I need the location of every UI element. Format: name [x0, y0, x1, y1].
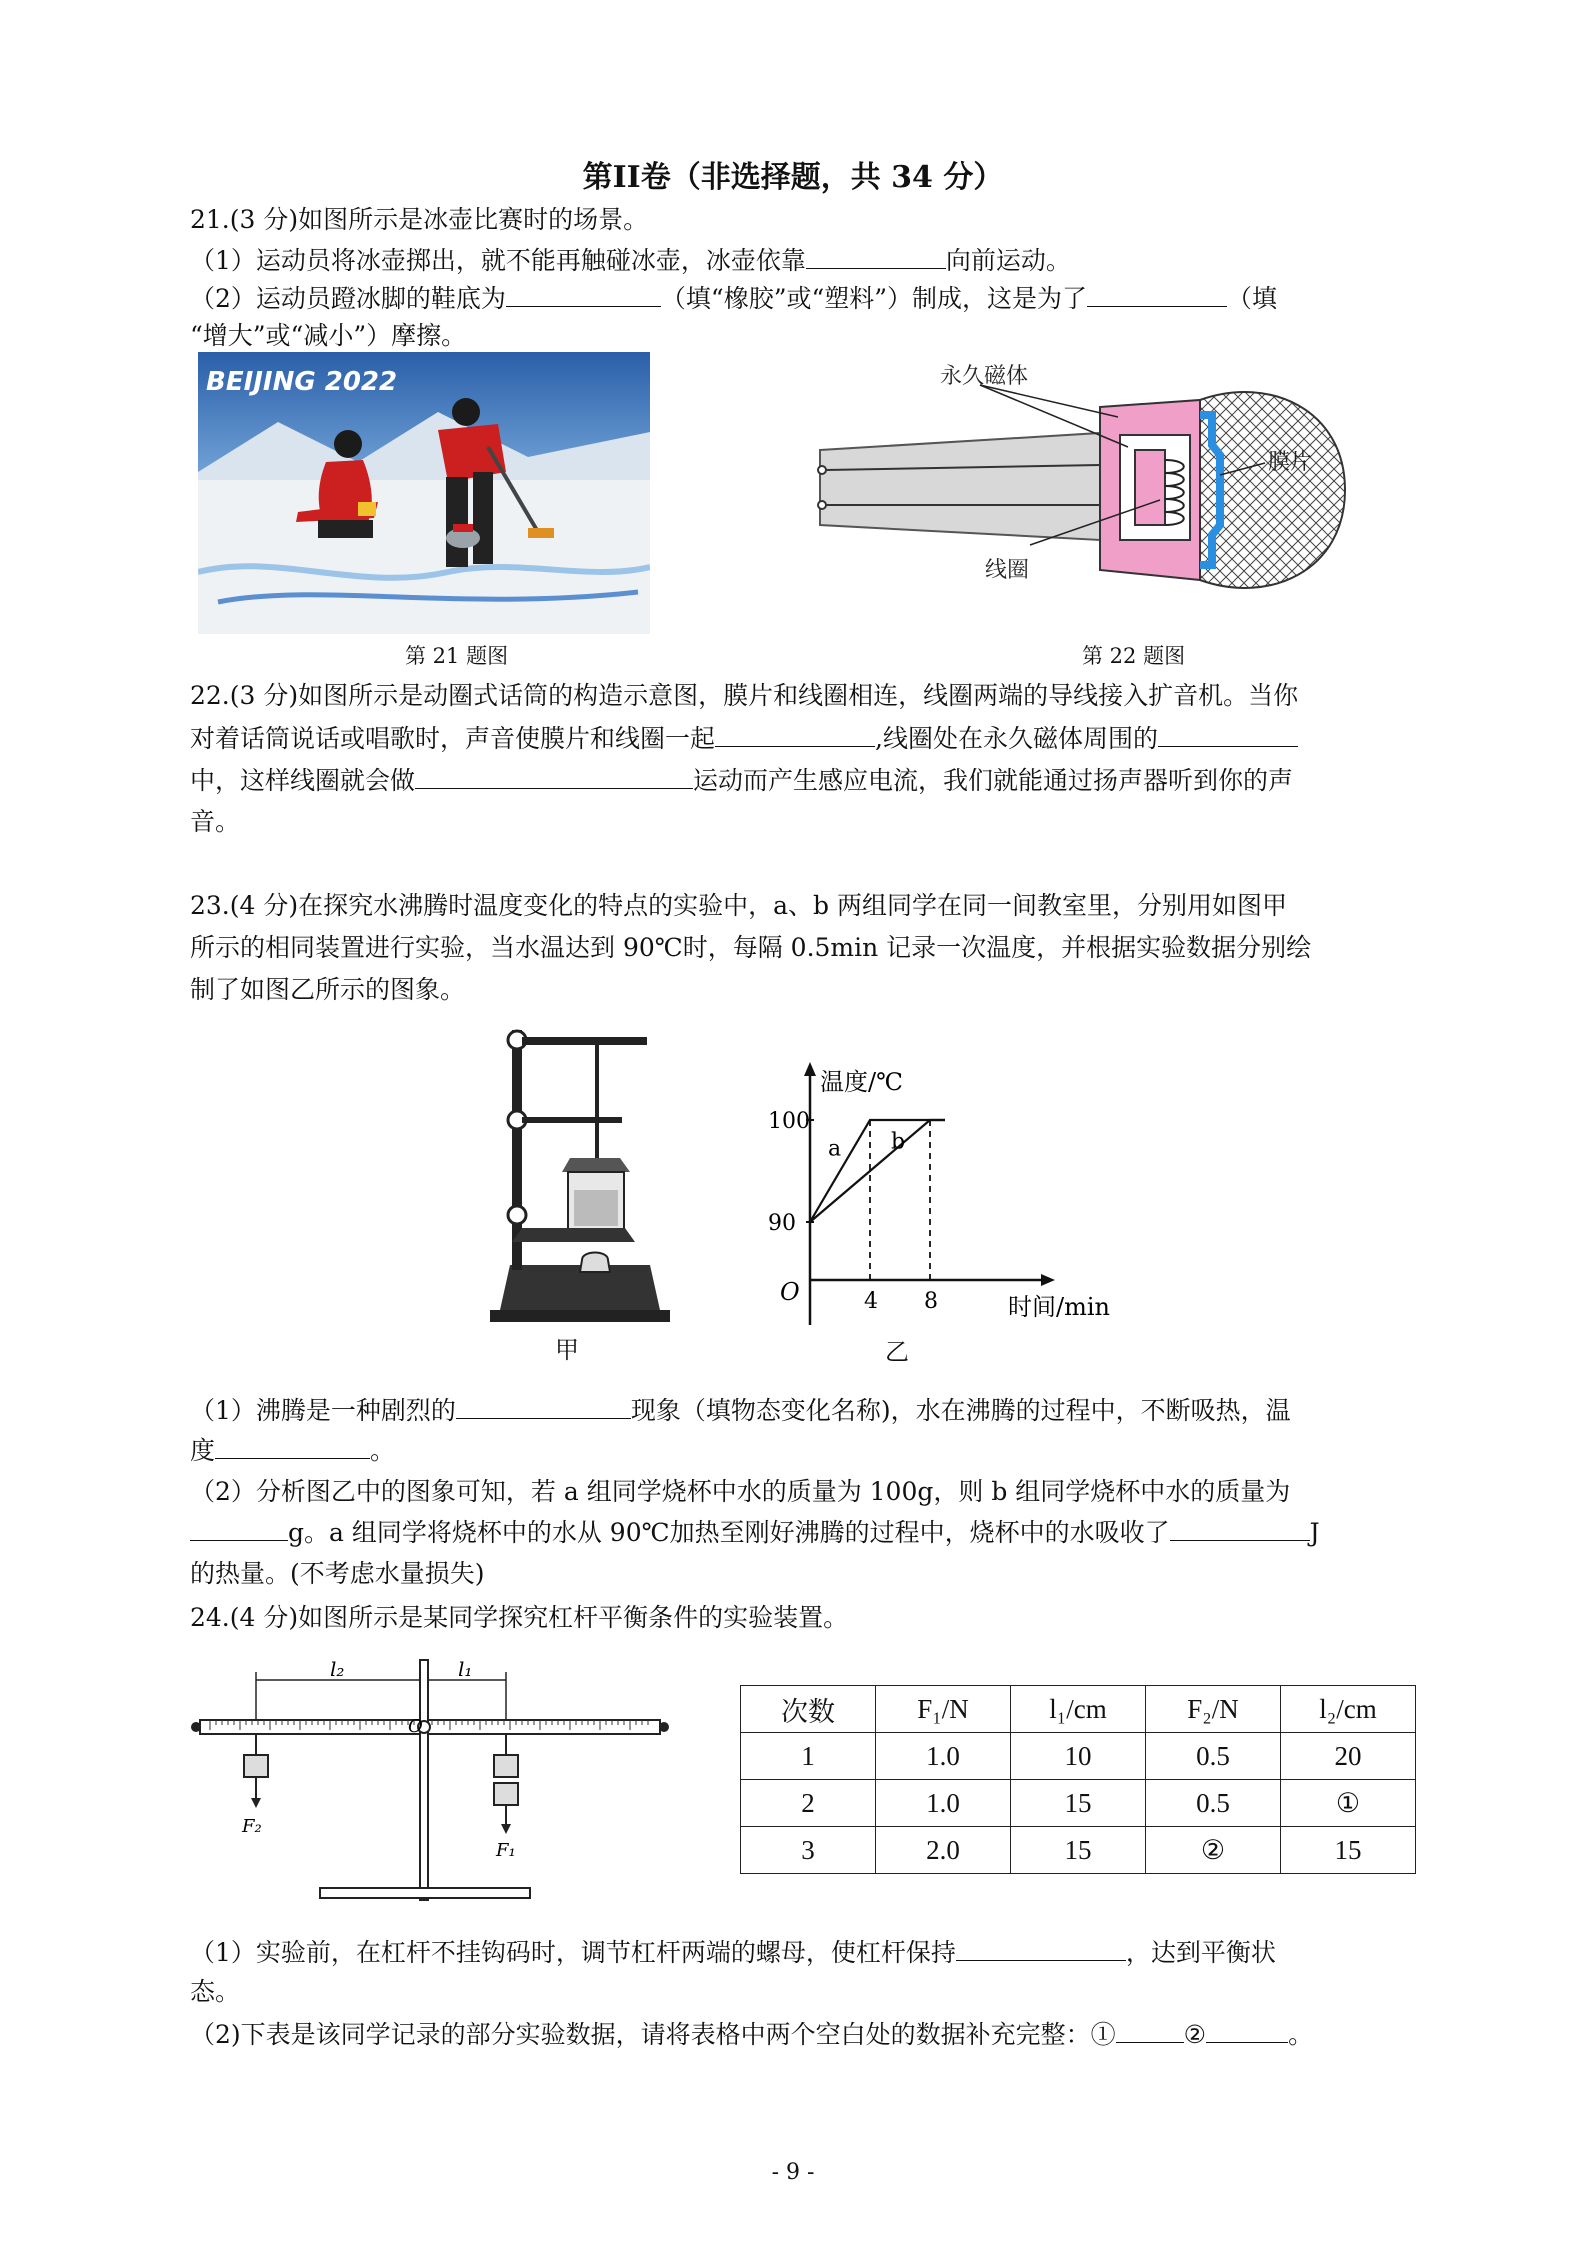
- table-row: [741, 1733, 1416, 1780]
- q23-q1: （1）沸腾是一种剧烈的 现象（填物态变化名称)，水在沸腾的过程中，不断吸热，温: [190, 1390, 1291, 1431]
- table-cell: 0.5: [1146, 1733, 1281, 1780]
- q23-q1-cont: 度 。: [190, 1430, 395, 1471]
- table-cell: ①: [1281, 1780, 1416, 1827]
- page-number: - 9 -: [771, 2160, 815, 2185]
- table-cell: 15: [1281, 1827, 1416, 1874]
- lever-data-table: [740, 1685, 1416, 1874]
- y-axis-label: 温度/℃: [820, 1068, 903, 1096]
- boiling-apparatus: [470, 1010, 690, 1340]
- q23-line2: 所示的相同装置进行实验，当水温达到 90℃时，每隔 0.5min 记录一次温度，并根据实验数据分别绘: [190, 933, 1312, 962]
- answer-blank[interactable]: [1116, 2014, 1184, 2043]
- label-coil: 线圈: [985, 558, 1030, 583]
- table-header: F₂/N: [1146, 1686, 1281, 1733]
- q23-q2: （2）分析图乙中的图象可知，若 a 组同学烧杯中水的质量为 100g，则 b 组同学烧杯中水的质量为: [190, 1477, 1291, 1506]
- F2-label: F₂: [242, 1816, 262, 1837]
- q22-line4: 音。: [190, 807, 241, 836]
- series-line-a: [810, 1120, 945, 1222]
- q22-line3: 中，这样线圈就会做 运动而产生感应电流，我们就能通过扬声器听到你的声: [190, 760, 1293, 801]
- table-header-row: [741, 1686, 1416, 1733]
- answer-blank[interactable]: [806, 240, 946, 269]
- origin-label: O: [780, 1278, 800, 1306]
- answer-blank[interactable]: [1170, 1512, 1310, 1541]
- q24-q1-cont: 态。: [190, 1977, 241, 2006]
- table-header: 次数: [741, 1686, 876, 1733]
- photo-text: BEIJING 2022: [206, 367, 398, 397]
- answer-blank[interactable]: [1158, 718, 1298, 747]
- q21-part1: （1）运动员将冰壶掷出，就不能再触碰冰壶，冰壶依靠 向前运动。: [190, 240, 1071, 281]
- series-label-a: a: [828, 1136, 842, 1162]
- microphone-diagram: [800, 355, 1380, 630]
- table-header: l₂/cm: [1281, 1686, 1416, 1733]
- table-cell: 2: [741, 1780, 876, 1827]
- table-cell: 3: [741, 1827, 876, 1874]
- answer-blank[interactable]: [1206, 2014, 1288, 2043]
- q24-q1: （1）实验前，在杠杆不挂钩码时，调节杠杆两端的螺母，使杠杆保持 ，达到平衡状: [190, 1932, 1276, 1973]
- y-axis-arrow: [804, 1062, 816, 1076]
- x-axis-label: 时间/min: [1008, 1293, 1110, 1321]
- q23-line1: 23.(4 分)在探究水沸腾时温度变化的特点的实验中，a、b 两组同学在同一间教室里，分别用如图甲: [190, 891, 1287, 920]
- table-cell: 1.0: [876, 1780, 1011, 1827]
- answer-blank[interactable]: [415, 760, 693, 789]
- table-row: [741, 1827, 1416, 1874]
- x-tick-label: 4: [864, 1289, 878, 1314]
- q24-stem: 24.(4 分)如图所示是某同学探究杠杆平衡条件的实验装置。: [190, 1603, 849, 1632]
- q23-line3: 制了如图乙所示的图象。: [190, 975, 466, 1004]
- table-cell: 10: [1011, 1733, 1146, 1780]
- q21-part2: （2）运动员蹬冰脚的鞋底为 （填“橡胶”或“塑料”）制成，这是为了 （填: [190, 278, 1277, 319]
- table-cell: 15: [1011, 1827, 1146, 1874]
- series-line-b: [810, 1120, 945, 1222]
- table-cell: 1.0: [876, 1733, 1011, 1780]
- table-cell: 1: [741, 1733, 876, 1780]
- label-diaphragm: 膜片: [1268, 450, 1313, 475]
- series-label-b: b: [891, 1129, 906, 1155]
- fulcrum-label: O: [408, 1716, 423, 1737]
- table-header: l₁/cm: [1011, 1686, 1146, 1733]
- table-cell: 15: [1011, 1780, 1146, 1827]
- answer-blank[interactable]: [215, 1430, 370, 1459]
- y-tick-label: 100: [768, 1109, 810, 1134]
- y-tick-label: 90: [768, 1211, 796, 1236]
- label-permanent-magnet: 永久磁体: [940, 364, 1029, 389]
- answer-blank[interactable]: [956, 1932, 1126, 1961]
- temperature-time-chart: [760, 1060, 1180, 1350]
- section-title: 第II卷（非选择题，共 34 分）: [582, 160, 1004, 195]
- fig21-caption: 第 21 题图: [405, 644, 509, 668]
- x-tick-label: 8: [924, 1289, 938, 1314]
- table-row: [741, 1780, 1416, 1827]
- q23-q2-cont: g。a 组同学将烧杯中的水从 90℃加热至刚好沸腾的过程中，烧杯中的水吸收了 J: [190, 1512, 1320, 1553]
- F1-label: F₁: [496, 1840, 516, 1861]
- fig22-caption: 第 22 题图: [1082, 644, 1186, 668]
- q21-part2-cont: “增大”或“减小”）摩擦。: [190, 321, 467, 350]
- answer-blank[interactable]: [456, 1390, 631, 1419]
- q22-line2: 对着话筒说话或唱歌时，声音使膜片和线圈一起 ,线圈处在永久磁体周围的: [190, 718, 1298, 759]
- lever-apparatus: [190, 1650, 670, 1915]
- table-cell: 0.5: [1146, 1780, 1281, 1827]
- table-header: F₁/N: [876, 1686, 1011, 1733]
- fig-yi-label: 乙: [885, 1338, 909, 1366]
- q24-q2: （2)下表是该同学记录的部分实验数据，请将表格中两个空白处的数据补充完整：① ② 。: [190, 2014, 1313, 2055]
- fig-jia-label: 甲: [555, 1336, 579, 1364]
- table-cell: 20: [1281, 1733, 1416, 1780]
- answer-blank[interactable]: [1087, 278, 1227, 307]
- answer-blank[interactable]: [715, 718, 875, 747]
- q21-stem: 21.(3 分)如图所示是冰壶比赛时的场景。: [190, 205, 649, 234]
- answer-blank[interactable]: [190, 1512, 288, 1541]
- x-axis-arrow: [1041, 1274, 1055, 1286]
- table-cell: 2.0: [876, 1827, 1011, 1874]
- table-cell: ②: [1146, 1827, 1281, 1874]
- l2-label: l₂: [330, 1657, 345, 1681]
- l1-label: l₁: [458, 1657, 473, 1681]
- q23-q2-end: 的热量。(不考虑水量损失): [190, 1559, 485, 1588]
- answer-blank[interactable]: [506, 278, 661, 307]
- q22-line1: 22.(3 分)如图所示是动圈式话筒的构造示意图，膜片和线圈相连，线圈两端的导线接入扩音机。当你: [190, 681, 1299, 710]
- curling-photo: [198, 352, 650, 634]
